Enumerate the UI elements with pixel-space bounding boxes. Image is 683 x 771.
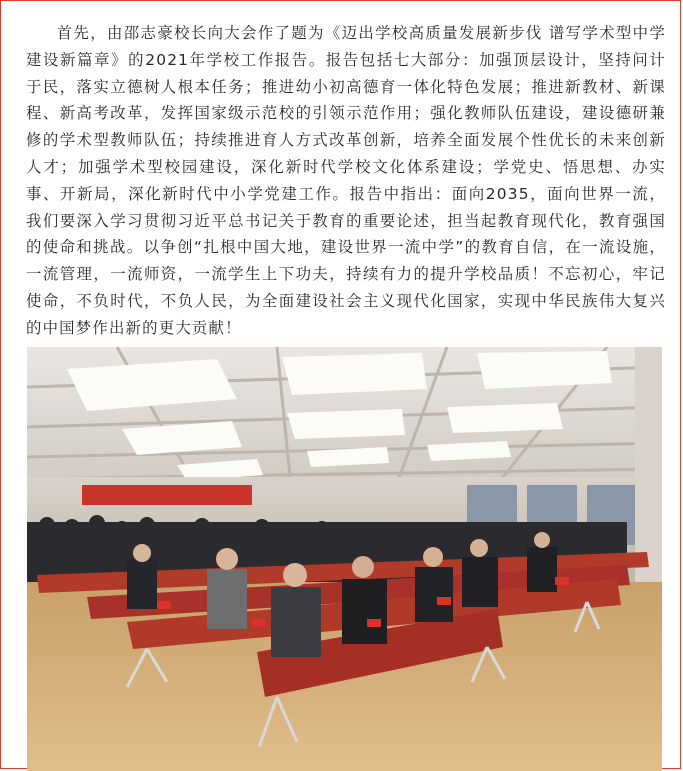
- right-pillar: [635, 347, 662, 587]
- red-banner: [82, 485, 252, 505]
- article-paragraph: 首先，由邵志豪校长向大会作了题为《迈出学校高质量发展新步伐 谱写学术型中学建设新篇章》的2021年学校工作报告。报告包括七大部分：加强顶层设计，坚持问计于民，落实立德树人根本任务；推进幼小初高德育一体化特色发展；推进新教材、新课程、新高考改革，发挥国家级示范校的引领示范作用；强化教师队伍建设，建设德研兼修的学术型教师队伍；持续推进育人方式改革创新，培养全面发展个性优长的未来创新人才；加强学术型校园建设，深化新时代学校文化体系建设；学党史、悟思想、办实事、开新局，深化新时代中小学党建工作。报告中指出：面向2035，面向世界一流，我们要深入学习贯彻习近平总书记关于教育的重要论述，担当起教育现代化，教育强国的使命和挑战。以争创“扎根中国大地，建设世界一流中学”的教育自信，在一流设施，一流管理，一流师资，一流学生上下功夫，持续有力的提升学校品质！不忘初心，牢记使命，不负时代，不负人民，为全面建设社会主义现代化国家，实现中华民族伟大复兴的中国梦作出新的更大贡献！: [26, 24, 666, 337]
- meeting-hall-photo: [27, 347, 662, 771]
